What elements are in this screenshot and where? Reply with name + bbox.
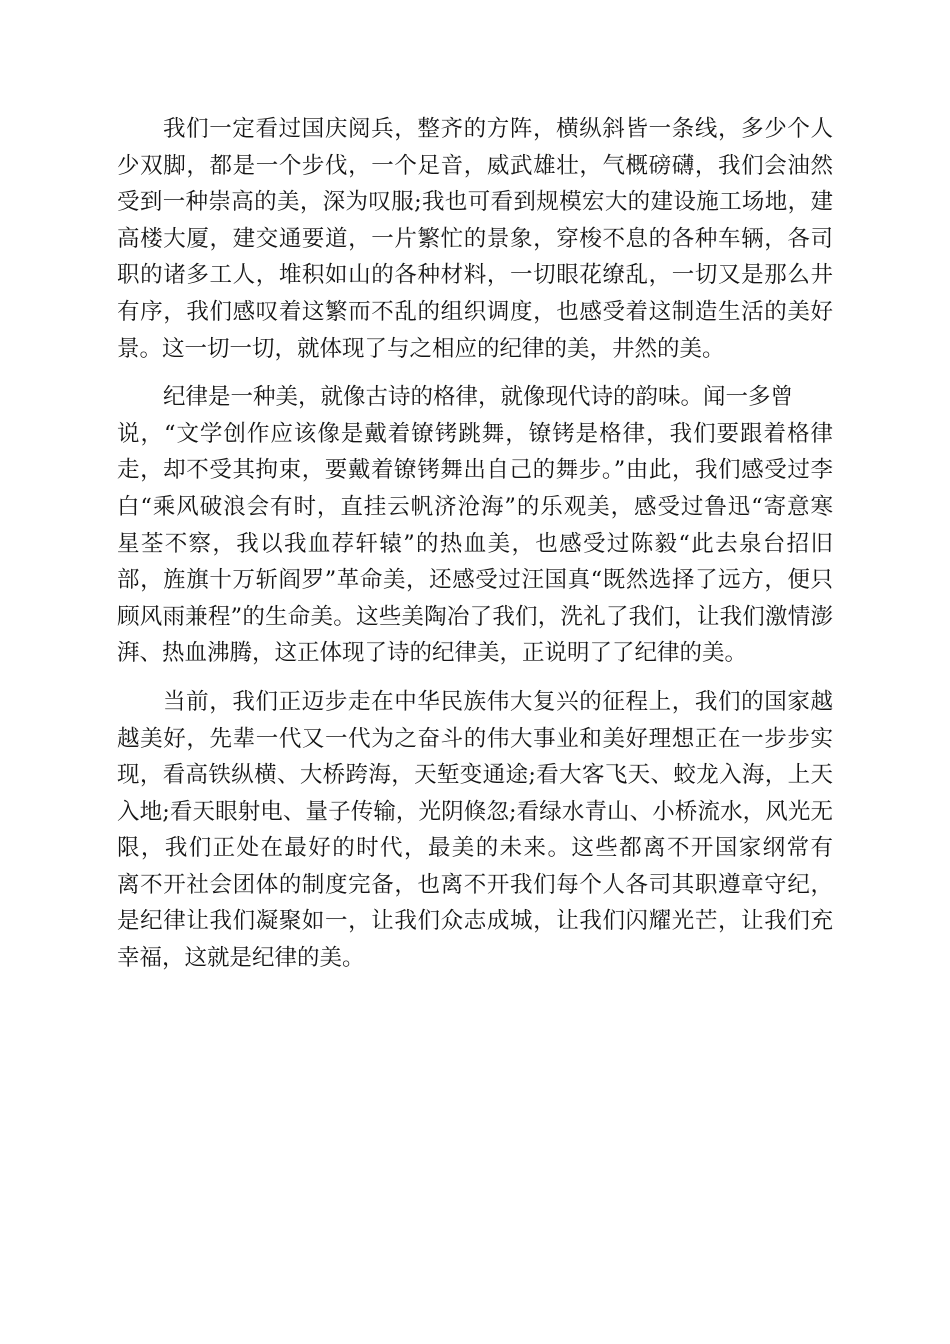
text-line: 幸福，这就是纪律的美。 <box>117 945 365 972</box>
text-line: 湃、热血沸腾，这正体现了诗的纪律美，正说明了了纪律的美。 <box>117 640 748 667</box>
text-line: 现，看高铁纵横、大桥跨海，天堑变通途;看大客飞天、蛟龙入海，上天 <box>117 762 833 789</box>
text-line: 是纪律让我们凝聚如一，让我们众志成城，让我们闪耀光芒，让我们充 <box>117 908 833 935</box>
text-line: 越美好，先辈一代又一代为之奋斗的伟大事业和美好理想正在一步步实 <box>117 725 833 752</box>
paragraph-1 <box>117 111 833 367</box>
text-line: 景。这一切一切，就体现了与之相应的纪律的美，井然的美。 <box>117 335 725 362</box>
text-line: 高楼大厦，建交通要道，一片繁忙的景象，穿梭不息的各种车辆，各司 <box>117 225 833 252</box>
paragraph-3 <box>117 684 833 977</box>
text-line: 少双脚，都是一个步伐，一个足音，威武雄壮，气概磅礴，我们会油然 <box>117 152 833 179</box>
text-line: 白“乘风破浪会有时，直挂云帆济沧海”的乐观美，感受过鲁迅“寄意寒 <box>117 493 833 520</box>
text-line: 星荃不察，我以我血荐轩辕”的热血美，也感受过陈毅“此去泉台招旧 <box>117 530 833 557</box>
text-line: 当前，我们正迈步走在中华民族伟大复兴的征程上，我们的国家越 <box>163 688 833 715</box>
text-line: 我们一定看过国庆阅兵，整齐的方阵，横纵斜皆一条线，多少个人 <box>163 116 833 142</box>
document-body <box>117 111 833 977</box>
text-line: 纪律是一种美，就像古诗的格律，就像现代诗的韵味。闻一多曾 <box>163 384 794 411</box>
text-line: 入地;看天眼射电、量子传输，光阴倏忽;看绿水青山、小桥流水，风光无 <box>117 798 833 825</box>
paragraph-2 <box>117 379 833 672</box>
text-line: 限，我们正处在最好的时代，最美的未来。这些都离不开国家纲常有 <box>117 835 833 862</box>
text-line: 说，“文学创作应该像是戴着镣铐跳舞，镣铐是格律，我们要跟着格律 <box>117 420 833 447</box>
text-line: 受到一种崇高的美，深为叹服;我也可看到规模宏大的建设施工场地，建 <box>117 189 833 216</box>
text-line: 离不开社会团体的制度完备，也离不开我们每个人各司其职遵章守纪， <box>117 871 833 898</box>
text-line: 职的诸多工人，堆积如山的各种材料，一切眼花缭乱，一切又是那么井 <box>117 262 833 289</box>
text-line: 部，旌旗十万斩阎罗”革命美，还感受过汪国真“既然选择了远方，便只 <box>117 567 833 594</box>
text-line: 走，却不受其拘束，要戴着镣铐舞出自己的舞步。”由此，我们感受过李 <box>117 457 833 484</box>
text-line: 顾风雨兼程”的生命美。这些美陶冶了我们，洗礼了我们，让我们激情澎 <box>117 603 833 630</box>
text-line: 有序，我们感叹着这繁而不乱的组织调度，也感受着这制造生活的美好 <box>117 298 833 325</box>
